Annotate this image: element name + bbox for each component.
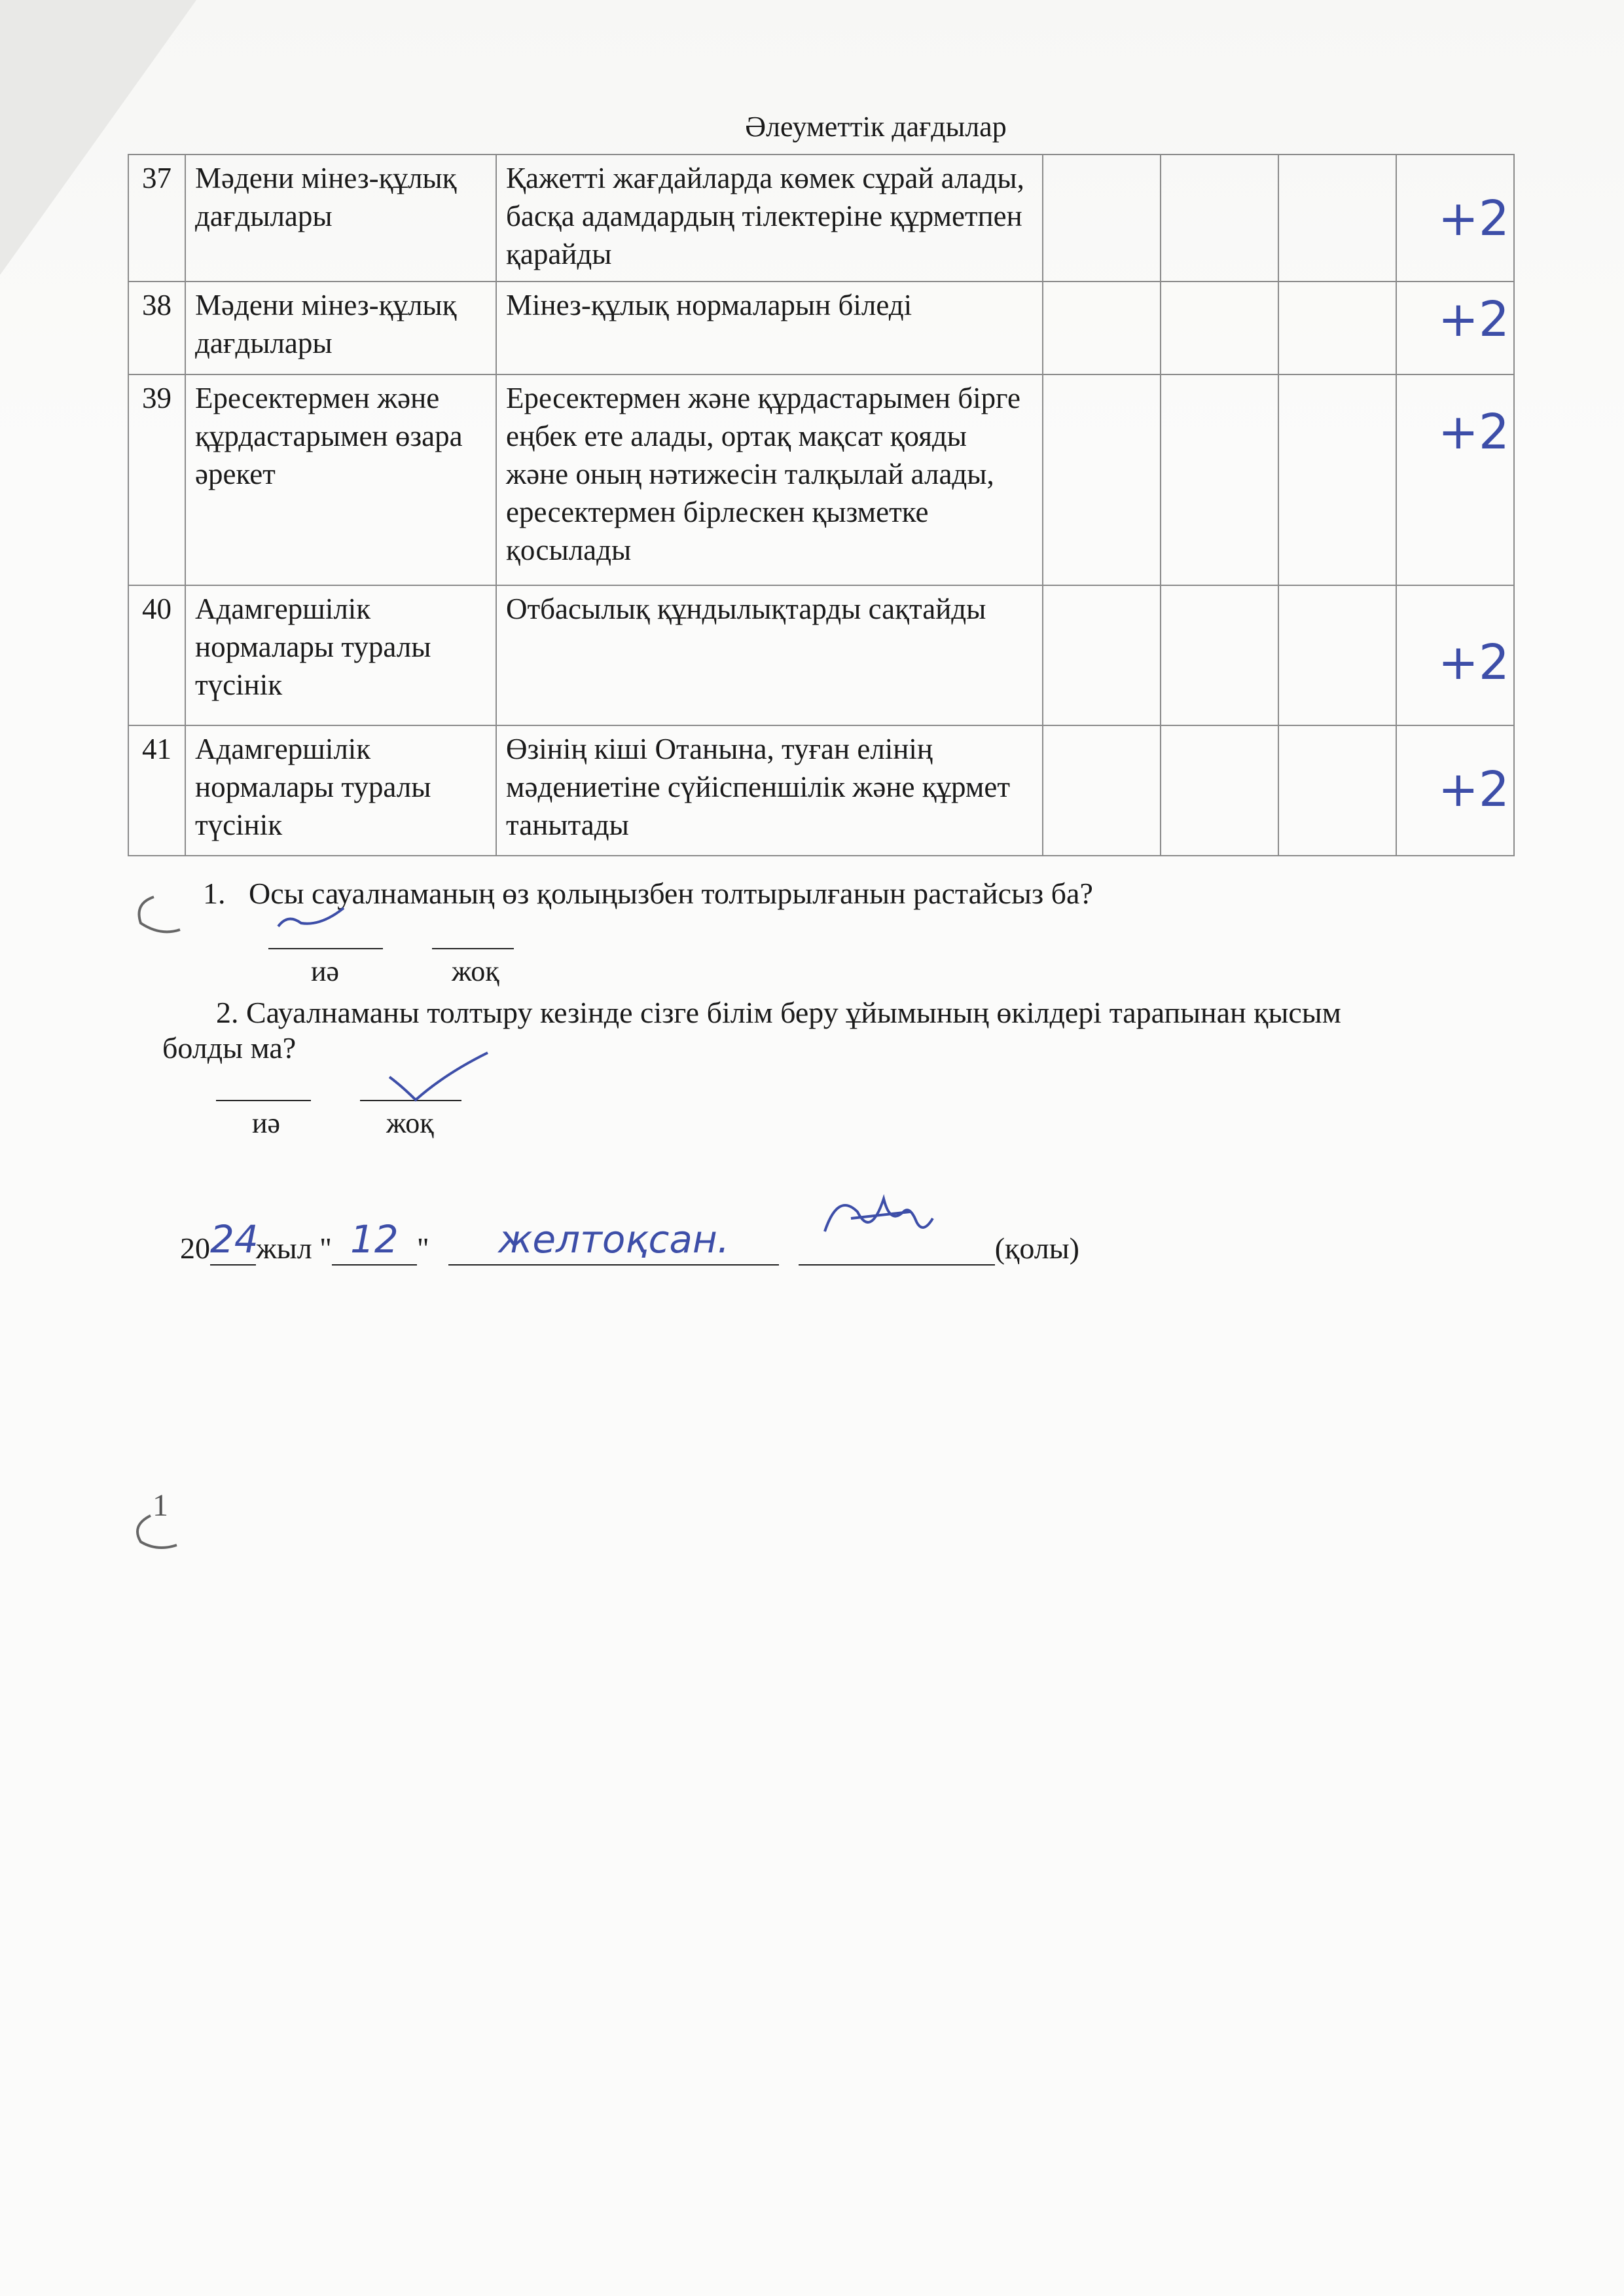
signature-field[interactable] xyxy=(799,1231,995,1266)
binder-hole-top xyxy=(128,884,193,943)
rating-cell[interactable] xyxy=(1161,725,1278,856)
skill-area: Адамгершілік нормалары туралы түсінік xyxy=(185,585,496,725)
rating-cell[interactable] xyxy=(1043,155,1161,282)
skill-description: Қажетті жағдайларда көмек сұрай алады, басқа адамдардың тілектеріне құрметпен қарайды xyxy=(496,155,1043,282)
rating-cell-marked[interactable] xyxy=(1396,374,1514,585)
row-number: 39 xyxy=(128,374,185,585)
row-number: 41 xyxy=(128,725,185,856)
skill-area: Мәдени мінез-құлық дағдылары xyxy=(185,155,496,282)
rating-cell[interactable] xyxy=(1043,585,1161,725)
q2-no-checkmark xyxy=(386,1048,491,1106)
rating-cell[interactable] xyxy=(1278,282,1396,374)
page-number: 1 xyxy=(153,1488,168,1523)
q1-yes-label: иә xyxy=(311,955,340,987)
skill-description: Отбасылық құндылықтарды сақтайды xyxy=(496,585,1043,725)
rating-cell-marked[interactable] xyxy=(1396,585,1514,725)
rating-cell[interactable] xyxy=(1278,155,1396,282)
year-field[interactable] xyxy=(210,1217,259,1266)
skill-description: Өзінің кіші Отанына, туған елінің мәдениетіне сүйіспеншілік және құрмет танытады xyxy=(496,725,1043,856)
handwritten-mark: +2 xyxy=(1437,634,1509,691)
rating-cell[interactable] xyxy=(1278,374,1396,585)
signature-label: (қолы) xyxy=(994,1231,1079,1265)
rating-cell[interactable] xyxy=(1161,155,1278,282)
skill-description: Ересектермен және құрдастарымен бірге еңбек ете алады, ортақ мақсат қояды және оның нәтижесін талқылай алады, ересектермен бірлескен қызметке қосылады xyxy=(496,374,1043,585)
handwritten-mark: +2 xyxy=(1437,404,1509,460)
day-field[interactable] xyxy=(332,1217,417,1266)
q2-yes-line[interactable] xyxy=(216,1100,311,1101)
skill-area: Ересектермен және құрдастарымен өзара әрекет xyxy=(185,374,496,585)
rating-cell-marked[interactable] xyxy=(1396,282,1514,374)
date-signature-line xyxy=(180,1217,1079,1266)
question-2-line-1: 2. Сауалнаманы толтыру кезінде сізге білім беру ұйымының өкілдері тарапынан қысым xyxy=(216,996,1341,1029)
question-1-text: Осы сауалнаманың өз қолыңызбен толтырылғанын растайсыз ба? xyxy=(249,877,1093,910)
q1-no-label: жоқ xyxy=(452,955,499,987)
handwritten-mark: +2 xyxy=(1437,191,1509,247)
rating-cell[interactable] xyxy=(1278,725,1396,856)
signature xyxy=(812,1186,943,1258)
rating-cell-marked[interactable] xyxy=(1396,155,1514,282)
year-prefix: 20 xyxy=(180,1231,210,1265)
rating-cell[interactable] xyxy=(1161,282,1278,374)
rating-cell[interactable] xyxy=(1161,374,1278,585)
month-field[interactable] xyxy=(448,1217,779,1266)
row-number: 40 xyxy=(128,585,185,725)
rating-cell[interactable] xyxy=(1161,585,1278,725)
rating-cell[interactable] xyxy=(1043,374,1161,585)
year-suffix: жыл " xyxy=(256,1231,332,1265)
skill-description: Мінез-құлық нормаларын біледі xyxy=(496,282,1043,374)
rating-cell[interactable] xyxy=(1278,585,1396,725)
handwritten-mark: +2 xyxy=(1437,291,1509,348)
table-row xyxy=(128,585,1514,725)
table-row xyxy=(128,725,1514,856)
rating-cell-marked[interactable] xyxy=(1396,725,1514,856)
handwritten-mark: +2 xyxy=(1437,761,1509,818)
question-1-number: 1. xyxy=(203,877,226,910)
q1-yes-line[interactable] xyxy=(268,948,383,949)
question-2-line-2: болды ма? xyxy=(162,1031,297,1065)
table-row xyxy=(128,282,1514,374)
row-number: 38 xyxy=(128,282,185,374)
table-row xyxy=(128,374,1514,585)
q1-yes-checkmark xyxy=(275,900,347,939)
skill-area: Мәдени мінез-құлық дағдылары xyxy=(185,282,496,374)
day-suffix: " xyxy=(416,1231,429,1265)
year-handwritten: 24 xyxy=(210,1217,259,1262)
month-handwritten: желтоқсан. xyxy=(498,1217,730,1262)
skills-table xyxy=(128,154,1515,856)
binder-hole-bottom xyxy=(124,1506,190,1558)
rating-cell[interactable] xyxy=(1043,725,1161,856)
q1-no-line[interactable] xyxy=(432,948,514,949)
section-title: Әлеуметтік дағдылар xyxy=(745,111,1007,143)
skill-area: Адамгершілік нормалары туралы түсінік xyxy=(185,725,496,856)
day-handwritten: 12 xyxy=(350,1217,399,1262)
q2-no-label: жоқ xyxy=(386,1107,434,1139)
q2-yes-label: иә xyxy=(252,1107,281,1139)
table-row xyxy=(128,155,1514,282)
rating-cell[interactable] xyxy=(1043,282,1161,374)
row-number: 37 xyxy=(128,155,185,282)
